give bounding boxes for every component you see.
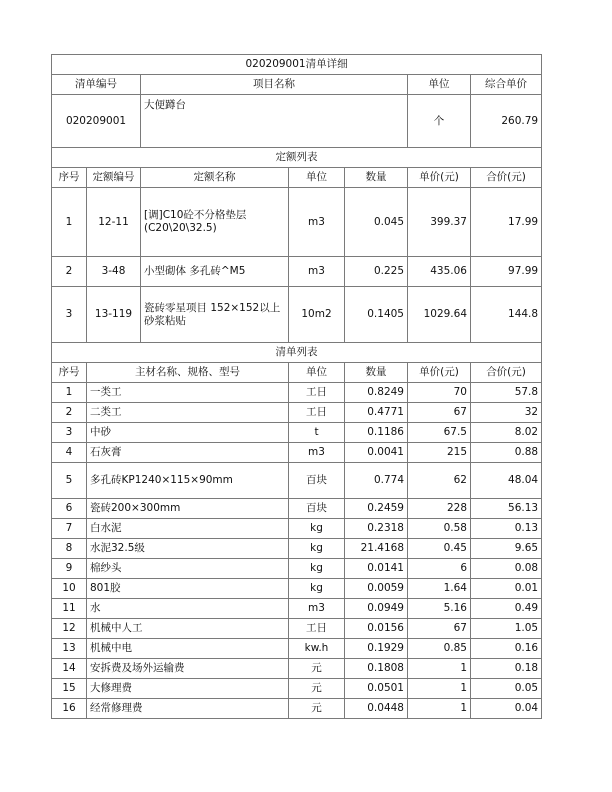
material-total: 32 [471,403,542,423]
material-total: 57.8 [471,383,542,403]
material-row [52,499,542,519]
material-name: 棉纱头 [87,559,289,579]
material-price-header: 单价(元) [408,363,471,383]
quota-qty: 0.225 [345,257,408,287]
quota-total-header: 合价(元) [471,168,542,188]
material-row [52,639,542,659]
material-unit: 工日 [289,619,345,639]
material-unit: 元 [289,659,345,679]
material-name-header: 主材名称、规格、型号 [87,363,289,383]
material-unit: 工日 [289,383,345,403]
material-name: 石灰膏 [87,443,289,463]
material-row [52,539,542,559]
quota-seq: 2 [52,257,87,287]
material-total: 48.04 [471,463,542,499]
material-seq-header: 序号 [52,363,87,383]
material-row [52,443,542,463]
material-name: 安拆费及场外运输费 [87,659,289,679]
material-row [52,579,542,599]
material-unit: t [289,423,345,443]
material-price: 67.5 [408,423,471,443]
material-total: 0.88 [471,443,542,463]
material-unit: 百块 [289,499,345,519]
bill-name-header: 项目名称 [141,75,408,95]
quota-seq-header: 序号 [52,168,87,188]
material-total: 9.65 [471,539,542,559]
material-row [52,619,542,639]
material-seq: 6 [52,499,87,519]
material-unit: m3 [289,443,345,463]
quota-row [52,287,542,343]
material-name: 水泥32.5级 [87,539,289,559]
material-total: 0.13 [471,519,542,539]
quota-total: 144.8 [471,287,542,343]
material-total: 56.13 [471,499,542,519]
quota-code: 12-11 [87,188,141,257]
material-qty: 0.4771 [345,403,408,423]
material-seq: 11 [52,599,87,619]
material-seq: 14 [52,659,87,679]
material-qty: 0.0156 [345,619,408,639]
material-price: 1 [408,699,471,719]
table-title: 020209001清单详细 [52,55,542,75]
material-name: 瓷砖200×300mm [87,499,289,519]
material-row [52,383,542,403]
material-total: 0.16 [471,639,542,659]
material-qty: 0.0059 [345,579,408,599]
quota-code: 3-48 [87,257,141,287]
material-qty: 0.8249 [345,383,408,403]
material-seq: 12 [52,619,87,639]
material-row [52,463,542,499]
material-total-header: 合价(元) [471,363,542,383]
material-name: 水 [87,599,289,619]
bill-unit-header: 单位 [408,75,471,95]
quota-qty: 0.045 [345,188,408,257]
material-qty: 0.0501 [345,679,408,699]
material-name: 二类工 [87,403,289,423]
quota-seq: 1 [52,188,87,257]
material-total: 0.49 [471,599,542,619]
material-seq: 15 [52,679,87,699]
quota-section-title: 定额列表 [52,148,542,168]
material-total: 8.02 [471,423,542,443]
material-unit: kw.h [289,639,345,659]
quota-name: [调]C10砼不分格垫层(C20\20\32.5) [141,188,289,257]
quota-price-header: 单价(元) [408,168,471,188]
material-price: 70 [408,383,471,403]
material-price: 228 [408,499,471,519]
material-total: 0.05 [471,679,542,699]
material-seq: 4 [52,443,87,463]
material-unit: 百块 [289,463,345,499]
material-row [52,679,542,699]
quota-total: 17.99 [471,188,542,257]
material-unit: 元 [289,699,345,719]
material-qty: 0.0141 [345,559,408,579]
material-price: 5.16 [408,599,471,619]
quota-code-header: 定额编号 [87,168,141,188]
material-seq: 10 [52,579,87,599]
material-seq: 9 [52,559,87,579]
material-name: 机械中人工 [87,619,289,639]
material-unit: kg [289,579,345,599]
material-seq: 16 [52,699,87,719]
material-row [52,659,542,679]
material-unit: 工日 [289,403,345,423]
quota-seq: 3 [52,287,87,343]
material-unit-header: 单位 [289,363,345,383]
material-name: 机械中电 [87,639,289,659]
material-name: 白水泥 [87,519,289,539]
material-qty: 0.2459 [345,499,408,519]
material-price: 1.64 [408,579,471,599]
material-total: 0.04 [471,699,542,719]
quota-qty-header: 数量 [345,168,408,188]
bill-row [52,95,542,148]
material-price: 1 [408,679,471,699]
quota-total: 97.99 [471,257,542,287]
material-qty: 0.1929 [345,639,408,659]
material-row [52,599,542,619]
material-name: 一类工 [87,383,289,403]
material-seq: 7 [52,519,87,539]
quota-unit: m3 [289,257,345,287]
bill-code: 020209001 [52,95,141,148]
material-price: 67 [408,403,471,423]
material-name: 801胶 [87,579,289,599]
quota-price: 399.37 [408,188,471,257]
material-unit: kg [289,519,345,539]
bill-price: 260.79 [471,95,542,148]
material-unit: m3 [289,599,345,619]
material-row [52,423,542,443]
material-price: 0.58 [408,519,471,539]
bill-name: 大便蹲台 [141,95,408,148]
material-name: 经常修理费 [87,699,289,719]
quota-row [52,257,542,287]
quota-name: 小型砌体 多孔砖^M5 [141,257,289,287]
material-qty: 0.774 [345,463,408,499]
material-price: 0.45 [408,539,471,559]
material-name: 中砂 [87,423,289,443]
material-unit: kg [289,539,345,559]
quota-price: 1029.64 [408,287,471,343]
material-price: 215 [408,443,471,463]
material-total: 1.05 [471,619,542,639]
material-row [52,699,542,719]
quota-name-header: 定额名称 [141,168,289,188]
material-price: 0.85 [408,639,471,659]
material-seq: 1 [52,383,87,403]
material-unit: kg [289,559,345,579]
material-name: 多孔砖KP1240×115×90mm [87,463,289,499]
material-seq: 8 [52,539,87,559]
material-total: 0.08 [471,559,542,579]
quota-code: 13-119 [87,287,141,343]
material-seq: 5 [52,463,87,499]
material-seq: 2 [52,403,87,423]
quota-price: 435.06 [408,257,471,287]
material-row [52,403,542,423]
material-qty-header: 数量 [345,363,408,383]
material-qty: 0.1808 [345,659,408,679]
material-total: 0.01 [471,579,542,599]
quota-unit: 10m2 [289,287,345,343]
material-qty: 0.0448 [345,699,408,719]
material-qty: 0.0949 [345,599,408,619]
bill-price-header: 综合单价 [471,75,542,95]
material-name: 大修理费 [87,679,289,699]
material-seq: 3 [52,423,87,443]
bill-code-header: 清单编号 [52,75,141,95]
bill-detail-table [51,54,542,719]
material-price: 1 [408,659,471,679]
material-row [52,559,542,579]
quota-name: 瓷砖零星项目 152×152以上 砂浆粘贴 [141,287,289,343]
material-price: 6 [408,559,471,579]
material-price: 62 [408,463,471,499]
quota-unit-header: 单位 [289,168,345,188]
materials-section-title: 清单列表 [52,343,542,363]
quota-header-row [52,168,542,188]
material-qty: 0.1186 [345,423,408,443]
bill-unit: 个 [408,95,471,148]
materials-header-row [52,363,542,383]
quota-qty: 0.1405 [345,287,408,343]
material-qty: 21.4168 [345,539,408,559]
material-total: 0.18 [471,659,542,679]
material-qty: 0.0041 [345,443,408,463]
material-qty: 0.2318 [345,519,408,539]
quota-row [52,188,542,257]
material-seq: 13 [52,639,87,659]
material-unit: 元 [289,679,345,699]
bill-header-row [52,75,542,95]
material-row [52,519,542,539]
material-price: 67 [408,619,471,639]
quota-unit: m3 [289,188,345,257]
